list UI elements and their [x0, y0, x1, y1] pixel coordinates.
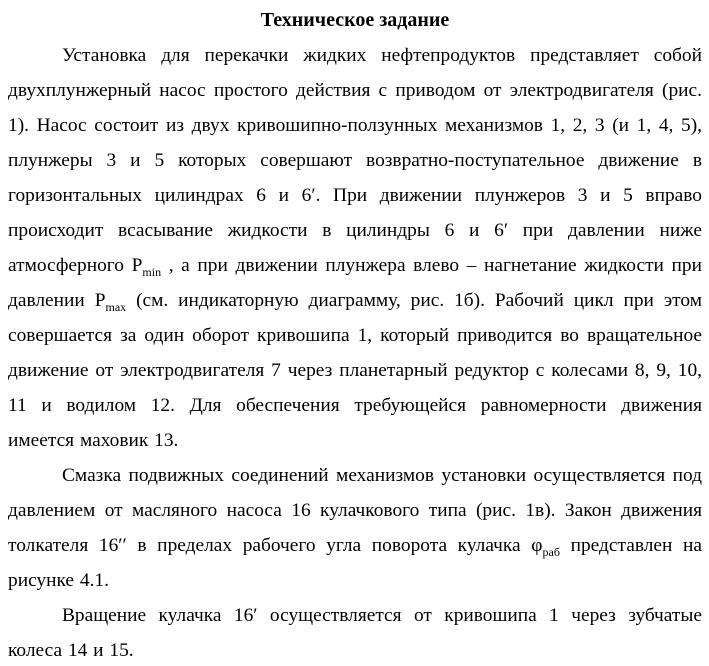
page-title: Техническое задание — [260, 9, 450, 31]
body-text: Смазка подвижных соединений механизмов установки осуществляется под давлением от масляного насоса 16 кулачкового типа (рис. 1в). Закон движения толкателя 16′′ в пределах рабочего угла поворота кулачка φ — [8, 465, 702, 556]
body-text: представлен на рисунке 4.1. — [8, 535, 703, 591]
body-text: (см. индикаторную диаграмму, рис. 1б). Рабочий цикл при этом совершается за один оборот кривошипа 1, который приводится во вращательное движение от электродвигателя 7 через планетарный редуктор с колесами 8, 9, 10, 11 и водилом 12. Для обеспечения требующейся равномерности движения имеется маховик 13. — [8, 290, 702, 451]
paragraph-cam-rotation — [8, 598, 702, 666]
subscript-text: max — [105, 299, 127, 314]
paragraph-pump-description — [8, 38, 702, 458]
body-text: Установка для перекачки жидких нефтепродуктов представляет собой двухплунжерный насос простого действия с приводом от электродвигателя (рис. 1). Насос состоит из двух кривошипно-ползунных механизмов 1, 2, 3 (и 1, 4, 5), плунжеры 3 и 5 которых совершают возвратно-поступательное движение в горизонтальных цилиндрах 6 и 6′. При движении плунжеров 3 и 5 вправо происходит всасывание жидкости в цилиндры 6 и 6′ при давлении ниже атмосферного P — [8, 45, 702, 276]
subscript-text: min — [142, 264, 162, 279]
body-text: Вращение кулачка 16′ осуществляется от кривошипа 1 через зубчатые колеса 14 и 15. — [8, 605, 702, 661]
subscript-text: раб — [542, 544, 560, 559]
paragraph-lubrication — [8, 458, 702, 598]
body-text: , а при движении плунжера влево – нагнетание жидкости при давлении P — [8, 255, 702, 311]
